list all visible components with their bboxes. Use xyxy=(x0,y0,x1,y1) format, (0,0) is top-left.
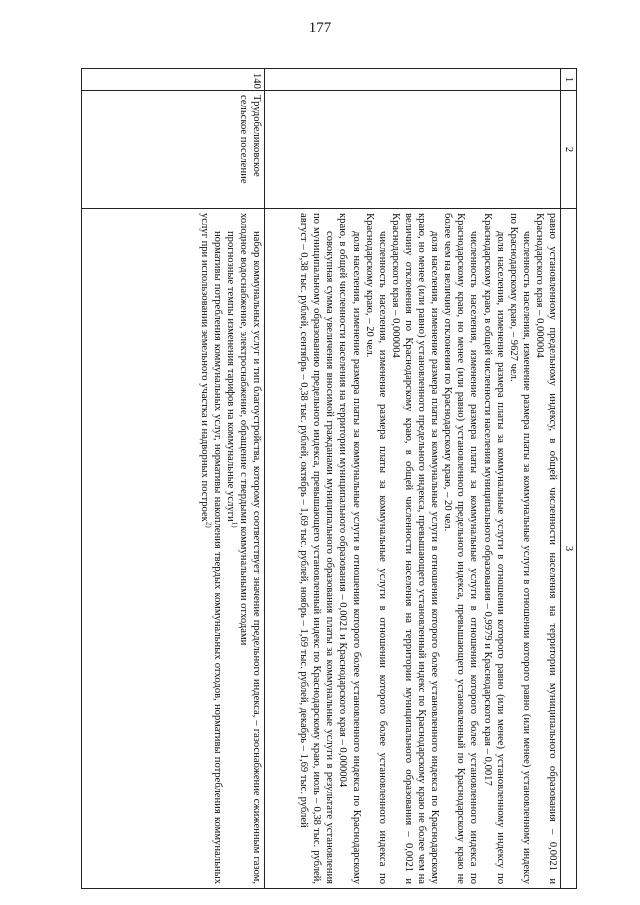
paragraph-text: нормативы потребления коммунальных услуг, нормативы накопления твердых коммунальных отходов, нормативы потребления коммунальных услуг при использовании земельного участка и надворных построек xyxy=(198,213,223,884)
paragraph: численность населения, изменение размера платы за коммунальные услуги в отношении которого более установленного индекса по Краснодарскому краю, – 20 чел. xyxy=(363,213,388,884)
paragraph: совокупная сумма увеличения вносимой гражданами муниципального образования платы за коммунальные услуги в результате установления по муниципальному образованию предельного индекса, превышающего установленный индекс по Краснодарскому краю, июль – 0,38 тыс. рублей, август – 0,38 тыс. рублей, сентябрь – 0,38 тыс. рублей, октябрь – 1,69 тыс. рублей, ноябрь – 1,69 тыс. рублей, декабрь – 1,69 тыс. рублей xyxy=(298,213,336,884)
paragraph: доля населения, изменение размера платы за коммунальные услуги в отношении которого равно (или менее) установленному индексу по Краснодарскому краю, в общей численности населения муниципального образования – 0,9979 и Краснодарского края – 0,0017 xyxy=(481,213,506,884)
header-col-2: 2 xyxy=(561,91,577,209)
paragraph-text: набор коммунальных услуг и тип благоустройства, которому соответствует значение предельного индекса, – газоснабжение сжиженным газом, холодное водоснабжение, электроснабжение, обращение с твердыми коммунальными отходами xyxy=(237,213,262,884)
table-row-continuation xyxy=(265,69,561,889)
row-number: 140 xyxy=(82,69,265,91)
paragraph: численность населения, изменение размера платы за коммунальные услуги в отношении которого равно (или менее) установленному индексу по Краснодарскому краю, – 9627 чел. xyxy=(507,213,532,884)
paragraph: численность населения, изменение размера платы за коммунальные услуги в отношении которого более установленного индекса по Краснодарскому краю, но менее (или равно) установленного предельного индекса, превышающего установленный по Краснодарскому краю не более чем на величину отклонения по Краснодарскому краю, – 20 чел. xyxy=(442,213,480,884)
paragraph: равно установленному предельному индексу, в общей численности населения на территории муниципального образования – 0,0021 и Краснодарского края – 0,000004 xyxy=(533,213,558,884)
empty-name-cell xyxy=(265,91,561,209)
settlement-name: Трудобеликовское сельское поселение xyxy=(82,91,265,209)
table-header-row xyxy=(561,69,577,889)
document-table xyxy=(81,68,577,889)
page-number: 177 xyxy=(308,20,332,36)
paragraph xyxy=(237,213,263,884)
paragraph xyxy=(224,213,237,884)
table-row xyxy=(82,69,265,889)
footnote-ref: 2) xyxy=(204,521,213,528)
header-col-3: 3 xyxy=(561,209,577,889)
footnote-ref: 1) xyxy=(230,521,239,528)
paragraph: доля населения, изменение размера платы за коммунальные услуги в отношении которого более установленного индекса по Краснодарскому краю, но менее (или равно) установленного предельного индекса, превышающего установленный индекс по Краснодарскому краю не более чем на величину отклонения по Краснодарскому краю, в общей численности населения на территории муниципального образования – 0,0021 и Краснодарского края – 0,000004 xyxy=(389,213,441,884)
paragraph xyxy=(198,213,224,884)
header-col-1: 1 xyxy=(561,69,577,91)
empty-number-cell xyxy=(265,69,561,91)
paragraph: доля населения, изменение размера платы за коммунальные услуги в отношении которого более установленного индекса по Краснодарскому краю, в общей численности населения на территории муниципального образования – 0,0021 и Краснодарского края – 0,000004 xyxy=(337,213,362,884)
paragraph-text: прогнозные темпы изменения тарифов на коммунальные услуги xyxy=(224,231,236,522)
rotated-table-container xyxy=(81,68,577,888)
continuation-text-cell xyxy=(265,209,561,889)
row-text-cell xyxy=(82,209,265,889)
